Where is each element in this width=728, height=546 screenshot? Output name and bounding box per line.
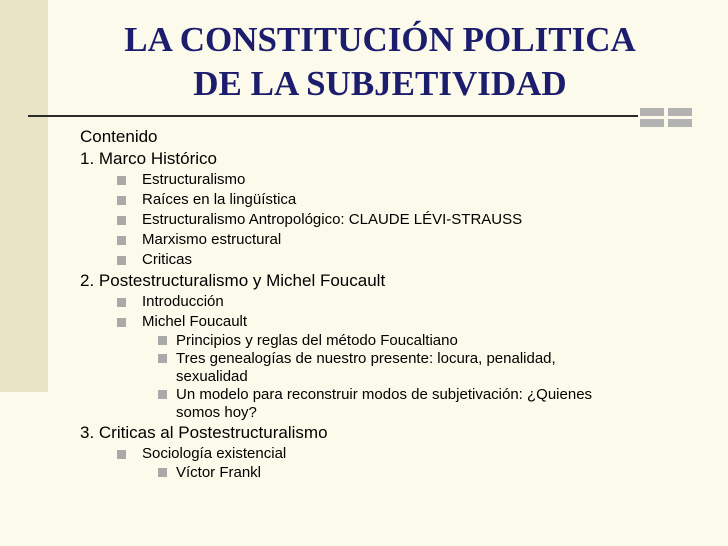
decor-block (640, 108, 664, 116)
side-band (0, 0, 48, 392)
section-1-heading: 1. Marco Histórico (80, 149, 217, 168)
list-item (142, 250, 710, 270)
list-item-text-continued: somos hoy? (176, 404, 257, 421)
bullet-square-icon (158, 390, 167, 399)
list-item (142, 312, 710, 332)
list-item (142, 230, 710, 250)
list-item-text: Estructuralismo (142, 171, 246, 188)
list-item-text: Estructuralismo Antropológico: CLAUDE LÉVI-STRAUSS (142, 211, 523, 228)
list-item-text: Víctor Frankl (176, 464, 262, 481)
list-item-text: Raíces en la lingüística (142, 191, 297, 208)
bullet-square-icon (117, 216, 126, 225)
list-item-text-continued: sexualidad (176, 368, 248, 385)
list-item-text: Introducción (142, 293, 224, 310)
bullet-square-icon (117, 256, 126, 265)
list-item-text: Tres genealogías de nuestro presente: locura, penalidad, (176, 350, 556, 367)
decorative-blocks (640, 108, 692, 128)
sub-list-item (176, 464, 710, 482)
bullet-square-icon (117, 298, 126, 307)
list-item-text: Principios y reglas del método Foucaltiano (176, 332, 458, 349)
bullet-square-icon (117, 176, 126, 185)
list-item (142, 292, 710, 312)
list-item-text: Sociología existencial (142, 445, 287, 462)
bullet-square-icon (117, 236, 126, 245)
sub-list-item (176, 386, 710, 422)
bullet-square-icon (117, 196, 126, 205)
sub-list-item (176, 332, 710, 350)
side-band-bottom (0, 392, 48, 546)
decor-block (668, 108, 692, 116)
bullet-square-icon (117, 450, 126, 459)
list-item-text: Criticas (142, 251, 193, 268)
sub-list-item (176, 350, 710, 386)
bullet-square-icon (117, 318, 126, 327)
bullet-square-icon (158, 468, 167, 477)
title-divider (28, 115, 638, 117)
list-item (142, 170, 710, 190)
bullet-square-icon (158, 336, 167, 345)
title-line-2: DE LA SUBJETIVIDAD (193, 64, 567, 103)
slide-title (60, 18, 700, 106)
slide-content (80, 126, 710, 482)
bullet-square-icon (158, 354, 167, 363)
list-item-text: Michel Foucault (142, 313, 248, 330)
list-item (142, 444, 710, 464)
section-3-heading: 3. Criticas al Postestructuralismo (80, 423, 328, 442)
list-item (142, 190, 710, 210)
contents-heading: Contenido (80, 127, 158, 146)
list-item (142, 210, 710, 230)
list-item-text: Un modelo para reconstruir modos de subjetivación: ¿Quienes (176, 386, 593, 403)
section-2-heading: 2. Postestructuralismo y Michel Foucault (80, 271, 386, 290)
list-item-text: Marxismo estructural (142, 231, 282, 248)
title-line-1: LA CONSTITUCIÓN POLITICA (124, 20, 636, 59)
